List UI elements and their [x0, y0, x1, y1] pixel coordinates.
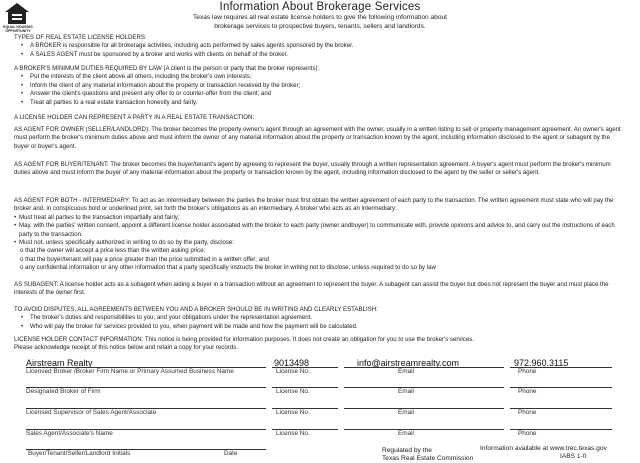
- list-item: • A BROKER is responsible for all brokerage activities, including acts performed by sales agents sponsored by the broker.: [14, 42, 626, 50]
- date-label: Date: [224, 450, 238, 457]
- form-row-sales-agent: [26, 420, 622, 437]
- email-label: Email: [398, 409, 414, 416]
- license-label: License No.: [276, 388, 310, 395]
- list-item: o that the owner will accept a price less than the written asking price;: [20, 247, 206, 255]
- signature-line: [344, 429, 504, 430]
- phone-label: Phone: [518, 388, 537, 395]
- intermediary-sublist: [14, 247, 626, 272]
- phone-label: Phone: [518, 409, 537, 416]
- list-item: • Treat all parties to a real estate transaction honestly and fairly.: [14, 99, 626, 107]
- broker-name-label: Licensed Broker /Broker Firm Name or Primary Assumed Business Name: [26, 368, 234, 375]
- intro-line-1: Texas law requires all real estate license holders to give the following information about: [193, 14, 447, 21]
- duties-heading: A BROKER'S MINIMUM DUTIES REQUIRED BY LAW (A client is the person or party that the broker represents):: [14, 65, 320, 72]
- signature-line: [344, 408, 504, 409]
- list-item: • Inform the client of any material information about the property or transaction received by the broker;: [14, 82, 626, 90]
- regulated-text: Regulated by the: [382, 447, 432, 454]
- regulated-by: [382, 447, 473, 463]
- form-row-designated-broker: [26, 378, 622, 395]
- trec-info: [480, 445, 607, 461]
- intermediary-section: [14, 197, 626, 273]
- email-label: Email: [398, 430, 414, 437]
- types-heading: TYPES OF REAL ESTATE LICENSE HOLDERS:: [14, 34, 147, 41]
- duties-list: [14, 73, 626, 107]
- phone-label: Phone: [518, 368, 537, 375]
- intro-text: [150, 14, 490, 31]
- license-label: License No.: [276, 368, 310, 375]
- duties-section: [14, 65, 626, 107]
- contact-section: [14, 336, 626, 353]
- form-id: IABS 1-0: [560, 453, 587, 460]
- license-label: License No.: [276, 409, 310, 416]
- intermediary-paragraph: AS AGENT FOR BOTH - INTERMEDIARY: To act as an intermediary between the parties the broker must first obtain the written agreement of each party to the transaction. The written agreement must state who will pay the broker and, in conspicuous bold or underlined print, set forth the broker's obligations as an intermediary. A broker who acts as an intermediary:: [14, 197, 614, 213]
- signature-line: [344, 387, 504, 388]
- intermediary-list: [14, 214, 626, 248]
- list-item: • The broker's duties and responsibilities to you, and your obligations under the representation agreement.: [14, 314, 626, 322]
- form-row-broker: [26, 358, 622, 375]
- list-item: • Must not, unless specifically authorized in writing to do so by the party, disclose:: [14, 239, 626, 247]
- signature-line: [344, 367, 504, 368]
- contact-line-2: Please acknowledge receipt of this notice below and retain a copy for your records.: [14, 344, 238, 352]
- list-item: • Who will pay the broker for services provided to you, when payment will be made and how the payment will be calculated.: [14, 323, 626, 331]
- list-item: • May, with the parties' written consent, appoint a different license holder associated with the broker to each party (owner andbuyer) to communicate with, provide opinions and advice to, and carry out the instructions of each party to the transaction.: [14, 222, 626, 239]
- list-item: o that the buyer/tenant will pay a price greater than the price submitted in a written offer; and: [20, 255, 269, 263]
- broker-license-value[interactable]: 9013498: [274, 358, 310, 368]
- designated-broker-label: Designated Broker of Firm: [26, 388, 101, 395]
- email-label: Email: [398, 388, 414, 395]
- intro-line-2: brokerage services to prospective buyers, tenants, sellers and landlords.: [214, 22, 426, 30]
- represent-heading: A LICENSE HOLDER CAN REPRESENT A PARTY IN A REAL ESTATE TRANSACTION:: [14, 114, 255, 121]
- phone-label: Phone: [518, 430, 537, 437]
- disputes-section: [14, 306, 626, 331]
- logo-caption: EQUAL HOUSING OPPORTUNITY: [3, 25, 33, 33]
- list-item: • Put the interests of the client above all others, including the broker's own interests;: [14, 73, 626, 81]
- license-label: License No.: [276, 430, 310, 437]
- contact-line-1: LICENSE HOLDER CONTACT INFORMATION: This notice is being provided for information purposes. It does not create an obligation for you to use the broker's services.: [14, 336, 474, 343]
- disputes-list: [14, 314, 626, 331]
- broker-phone-value[interactable]: 972.960.3115: [514, 358, 569, 368]
- initials-label: Buyer/Tenant/Seller/Landlord Initials: [28, 450, 131, 457]
- commission-text: Texas Real Estate Commission: [382, 455, 474, 462]
- types-list: [14, 42, 626, 59]
- types-section: [14, 34, 626, 59]
- sales-agent-label: Sales Agent/Associate's Name: [26, 430, 113, 437]
- list-item: • Must treat all parties to the transaction impartially and fairly;: [14, 214, 626, 222]
- info-link[interactable]: Information available at www.trec.texas.gov: [480, 445, 607, 452]
- list-item: • A SALES AGENT must be sponsored by a broker and works with clients on behalf of the broker.: [14, 51, 626, 59]
- form-row-supervisor: [26, 399, 622, 416]
- supervisor-label: Licensed Supervisor of Sales Agent/Associate: [26, 409, 157, 416]
- disputes-heading: TO AVOID DISPUTES, ALL AGREEMENTS BETWEEN YOU AND A BROKER SHOULD BE IN WRITING AND CLEARLY ESTABLISH:: [14, 306, 378, 313]
- broker-name-value[interactable]: Airstream Realty: [26, 358, 93, 368]
- email-label: Email: [398, 368, 414, 375]
- list-item: o any confidential information or any other information that a party specifically instructs the broker in writing not to disclose, unless required to do so by law: [20, 264, 436, 272]
- list-item: • Answer the client's questions and present any offer to or counter-offer from the client; and: [14, 90, 626, 98]
- subagent-paragraph: AS SUBAGENT: A license holder acts as a subagent when aiding a buyer in a transaction without an agreement to represent the buyer. A subagent can assist the buyer but does not represent the buyer and must place the interests of the owner first.: [14, 281, 609, 297]
- broker-email-value[interactable]: info@airstreamrealty.com: [357, 358, 459, 368]
- owner-agent-paragraph: AS AGENT FOR OWNER (SELLER/LANDLORD): The broker becomes the property owner's agent through an agreement with the owner, usually in a written listing to sell or property management agreement. An owner's agent must perform the broker's minimum duties above and must inform the owner of any material information about the property or transaction known by the agent, including information disclosed to the agent or subagent by the buyer or buyer's agent.: [14, 126, 621, 150]
- page-title: Information About Brokerage Services: [219, 1, 421, 13]
- buyer-agent-paragraph: AS AGENT FOR BUYER/TENANT: The broker becomes the buyer/tenant's agent by agreeing to represent the buyer, usually through a written representation agreement. A buyer's agent must perform the broker's minimum duties above and must inform the buyer of any material information about the property or transaction known by the agent, including information disclosed to the agent by the seller or seller's agent.: [14, 161, 611, 177]
